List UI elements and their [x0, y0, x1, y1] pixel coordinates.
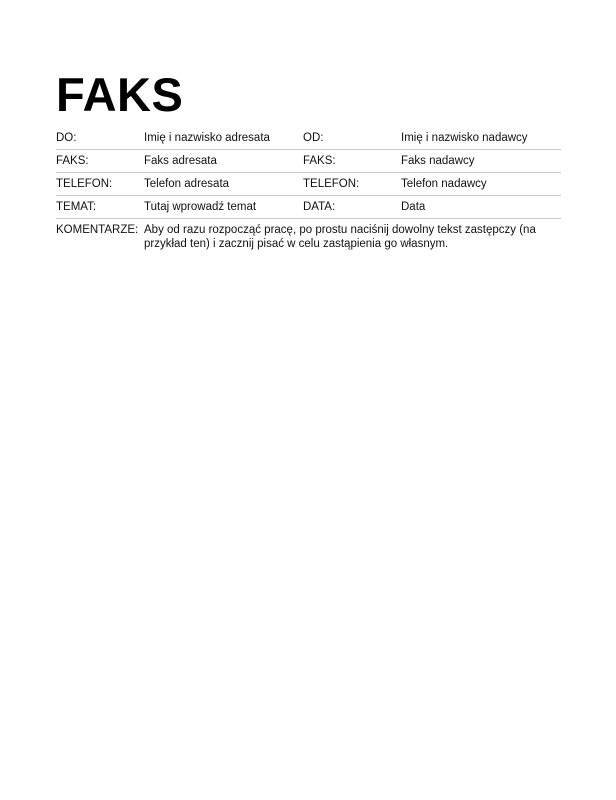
fields-row-recipient: [56, 127, 561, 150]
to-label: DO:: [56, 132, 77, 144]
recipient-fax-field[interactable]: Faks adresata: [144, 155, 217, 167]
sender-phone-label: TELEFON:: [303, 178, 360, 190]
comments-label: KOMENTARZE:: [56, 224, 139, 236]
subject-field[interactable]: Tutaj wprowadź temat: [144, 201, 257, 213]
recipient-phone-label: TELEFON:: [56, 178, 113, 190]
recipient-phone-field[interactable]: Telefon adresata: [144, 178, 230, 190]
recipient-name-field[interactable]: Imię i nazwisko adresata: [144, 132, 270, 144]
from-label: OD:: [303, 132, 324, 144]
date-label: DATA:: [303, 201, 336, 213]
sender-name-field[interactable]: Imię i nazwisko nadawcy: [401, 132, 528, 144]
sender-fax-field[interactable]: Faks nadawcy: [401, 155, 475, 167]
fields-row-phone: [56, 173, 561, 196]
fields-row-subject: [56, 196, 561, 219]
sender-phone-field[interactable]: Telefon nadawcy: [401, 178, 487, 190]
subject-label: TEMAT:: [56, 201, 97, 213]
fax-fields-table: [56, 127, 561, 219]
recipient-fax-label: FAKS:: [56, 155, 89, 167]
date-field[interactable]: Data: [401, 201, 426, 213]
comments-text-field[interactable]: Aby od razu rozpocząć pracę, po prostu naciśnij dowolny tekst zastępczy (na przykład ten) i zacznij pisać w celu zastąpienia go własnym.: [144, 224, 536, 250]
sender-fax-label: FAKS:: [303, 155, 336, 167]
fields-row-fax: [56, 150, 561, 173]
fax-title: FAKS: [56, 68, 184, 121]
